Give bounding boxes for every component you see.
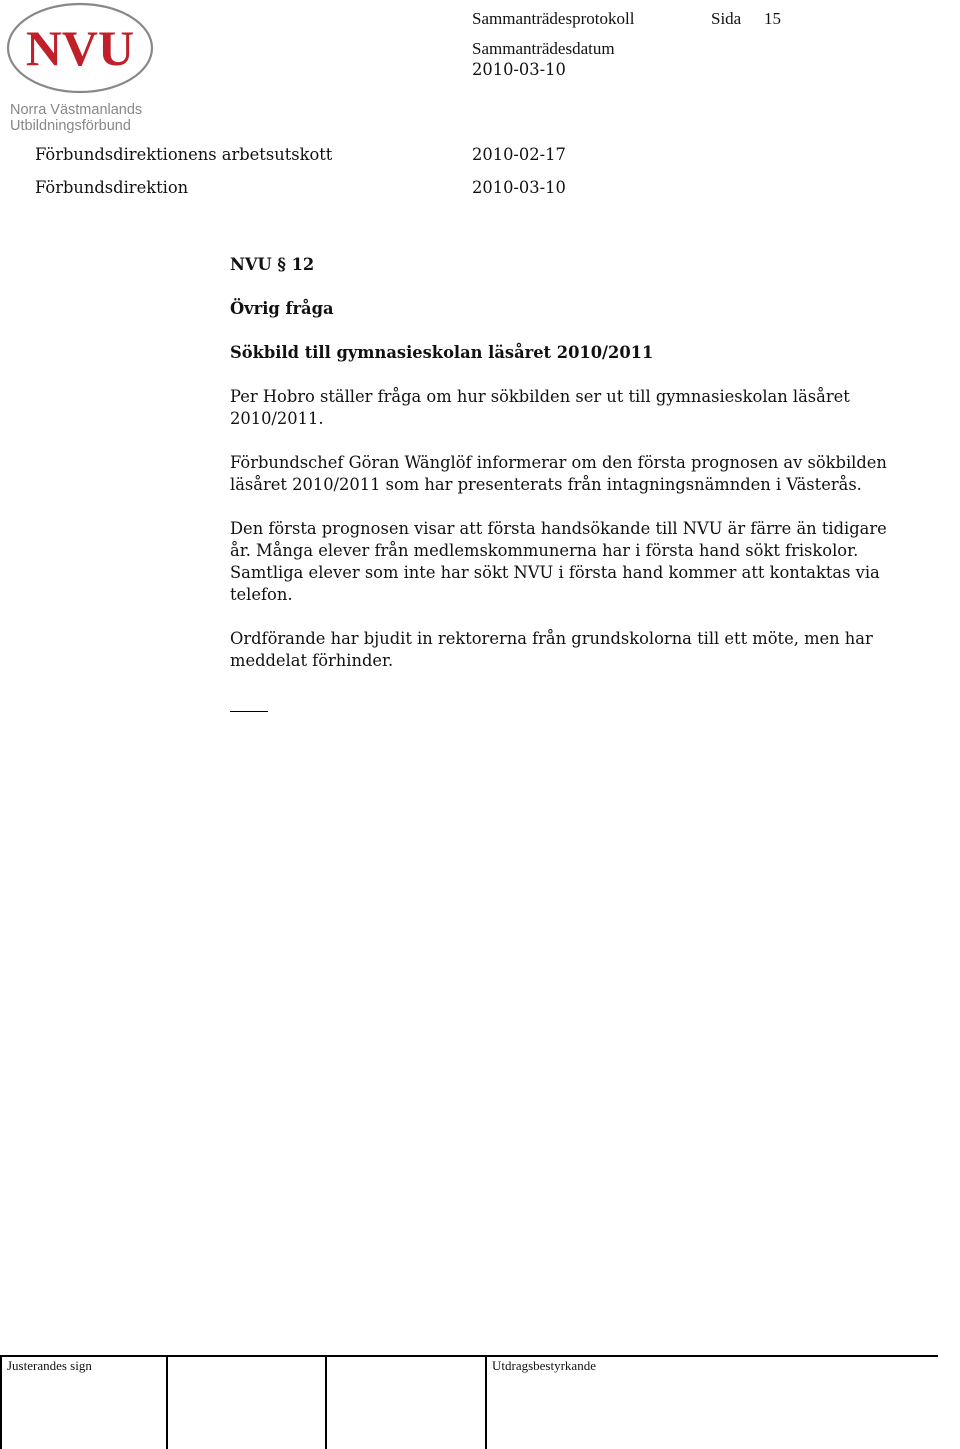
nvu-logo (4, 2, 160, 134)
svg-text:NVU: NVU (25, 20, 135, 76)
paragraph-line: Förbundschef Göran Wänglöf informerar om den första prognosen av sökbilden (230, 453, 887, 472)
footer-divider (485, 1355, 487, 1449)
section-title: Sökbild till gymnasieskolan läsåret 2010/2011 (230, 343, 654, 362)
footer-divider (166, 1355, 168, 1449)
body-name-0: Förbundsdirektionens arbetsutskott (35, 145, 333, 164)
footer-top-line (0, 1355, 938, 1357)
meeting-date-label: Sammanträdesdatum (472, 39, 615, 58)
page-label: Sida (711, 9, 742, 28)
body-name-1: Förbundsdirektion (35, 178, 189, 197)
end-rule (230, 711, 268, 712)
body-date-1: 2010-03-10 (472, 178, 566, 197)
paragraph-id: NVU § 12 (230, 255, 315, 274)
body-date-0: 2010-02-17 (472, 145, 566, 164)
paragraph-line: telefon. (230, 585, 293, 604)
svg-text:Norra Västmanlands: Norra Västmanlands (10, 102, 143, 118)
utdragsbestyrkande-label: Utdragsbestyrkande (492, 1358, 596, 1373)
paragraph-line: Samtliga elever som inte har sökt NVU i första hand kommer att kontaktas via (230, 563, 880, 582)
page-number: 15 (764, 9, 781, 28)
paragraph-line: Den första prognosen visar att första handsökande till NVU är färre än tidigare (230, 519, 887, 538)
svg-text:Utbildningsförbund: Utbildningsförbund (10, 118, 131, 134)
footer-divider (325, 1355, 327, 1449)
paragraph-1 (230, 386, 960, 430)
paragraph-line: år. Många elever från medlemskommunerna har i första hand sökt friskolor. (230, 541, 859, 560)
section-category: Övrig fråga (230, 299, 334, 318)
paragraph-line: meddelat förhinder. (230, 651, 394, 670)
footer-divider (0, 1355, 2, 1449)
nvu-logo-mark (4, 2, 160, 134)
paragraph-line: 2010/2011. (230, 409, 324, 428)
paragraph-line: Ordförande har bjudit in rektorerna från grundskolorna till ett möte, men har (230, 629, 873, 648)
paragraph-2 (230, 452, 960, 496)
paragraph-4 (230, 628, 960, 672)
paragraph-line: Per Hobro ställer fråga om hur sökbilden ser ut till gymnasieskolan läsåret (230, 387, 850, 406)
protocol-label: Sammanträdesprotokoll (472, 9, 635, 28)
paragraph-line: läsåret 2010/2011 som har presenterats från intagningsnämnden i Västerås. (230, 475, 862, 494)
justerandes-sign-label: Justerandes sign (7, 1358, 92, 1373)
paragraph-3 (230, 518, 960, 606)
meeting-date-value: 2010-03-10 (472, 60, 566, 79)
